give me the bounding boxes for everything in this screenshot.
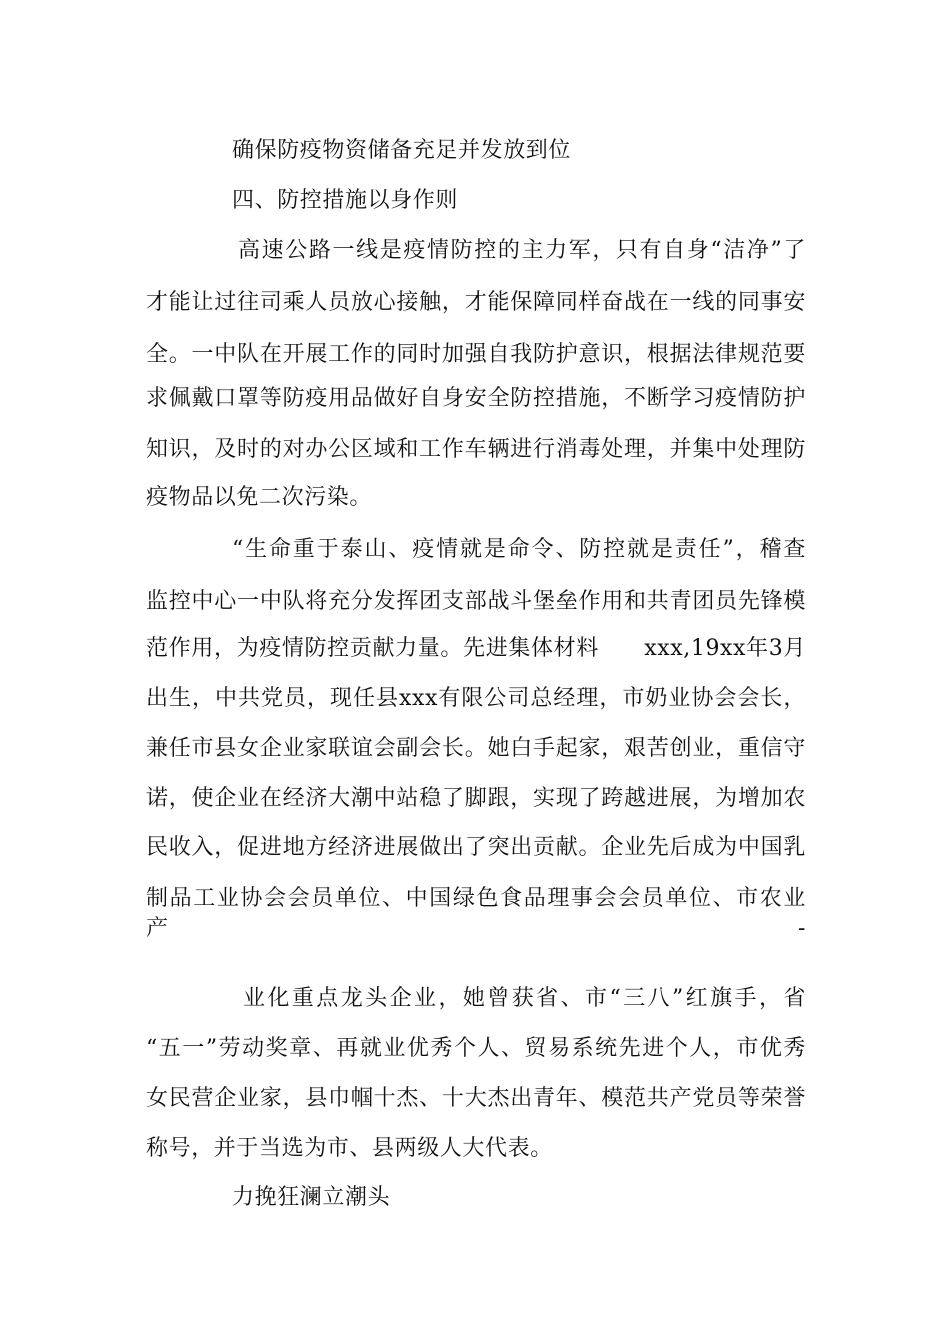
paragraph-line: 确保防疫物资储备充足并发放到位 [232, 138, 572, 163]
paragraph-line: 民收入，促进地方经济进展做出了突出贡献。企业先后成为中国乳 [146, 835, 806, 860]
paragraph-line: 制品工业协会会员单位、中国绿色食品理事会会员单位、市农业产- [146, 886, 806, 941]
paragraph-line: “五一”劳动奖章、再就业优秀个人、贸易系统先进个人，市优秀 [146, 1036, 806, 1061]
section-heading: 四、防控措施以身作则 [232, 188, 459, 213]
paragraph-line: 称号，并于当选为市、县两级人大代表。 [146, 1136, 553, 1161]
paragraph-line: 高速公路一线是疫情防控的主力军，只有自身“洁净”了 [238, 238, 806, 263]
paragraph-line: 女民营企业家，县巾帼十杰、十大杰出青年、模范共产党员等荣誉 [146, 1086, 806, 1111]
paragraph-line: 求佩戴口罩等防疫用品做好自身安全防控措施，不断学习疫情防护 [146, 386, 806, 411]
paragraph-line: 诺，使企业在经济大潮中站稳了脚跟，实现了跨越进展，为增加农 [146, 786, 806, 811]
paragraph-line: “生命重于泰山、疫情就是命令、防控就是责任”，稽查 [232, 537, 806, 562]
paragraph-line: 范作用，为疫情防控贡献力量。先进集体材料 xxx,19xx年3月 [146, 636, 806, 661]
paragraph-line: 出生，中共党员，现任县xxx有限公司总经理，市奶业协会会长， [146, 686, 806, 711]
section-heading: 力挽狂澜立潮头 [232, 1185, 391, 1210]
paragraph-line: 知识，及时的对办公区域和工作车辆进行消毒处理，并集中处理防 [146, 437, 806, 462]
paragraph-line: 才能让过往司乘人员放心接触，才能保障同样奋战在一线的同事安 [146, 290, 806, 315]
paragraph-line: 监控中心一中队将充分发挥团支部战斗堡垒作用和共青团员先锋模 [146, 589, 806, 614]
paragraph-line: 兼任市县女企业家联谊会副会长。她白手起家，艰苦创业，重信守 [146, 736, 806, 761]
paragraph-line: 全。一中队在开展工作的同时加强自我防护意识，根据法律规范要 [146, 342, 806, 367]
paragraph-line: 业化重点龙头企业，她曾获省、市“三八”红旗手，省 [243, 986, 806, 1011]
paragraph-line: 疫物品以免二次污染。 [146, 485, 373, 510]
